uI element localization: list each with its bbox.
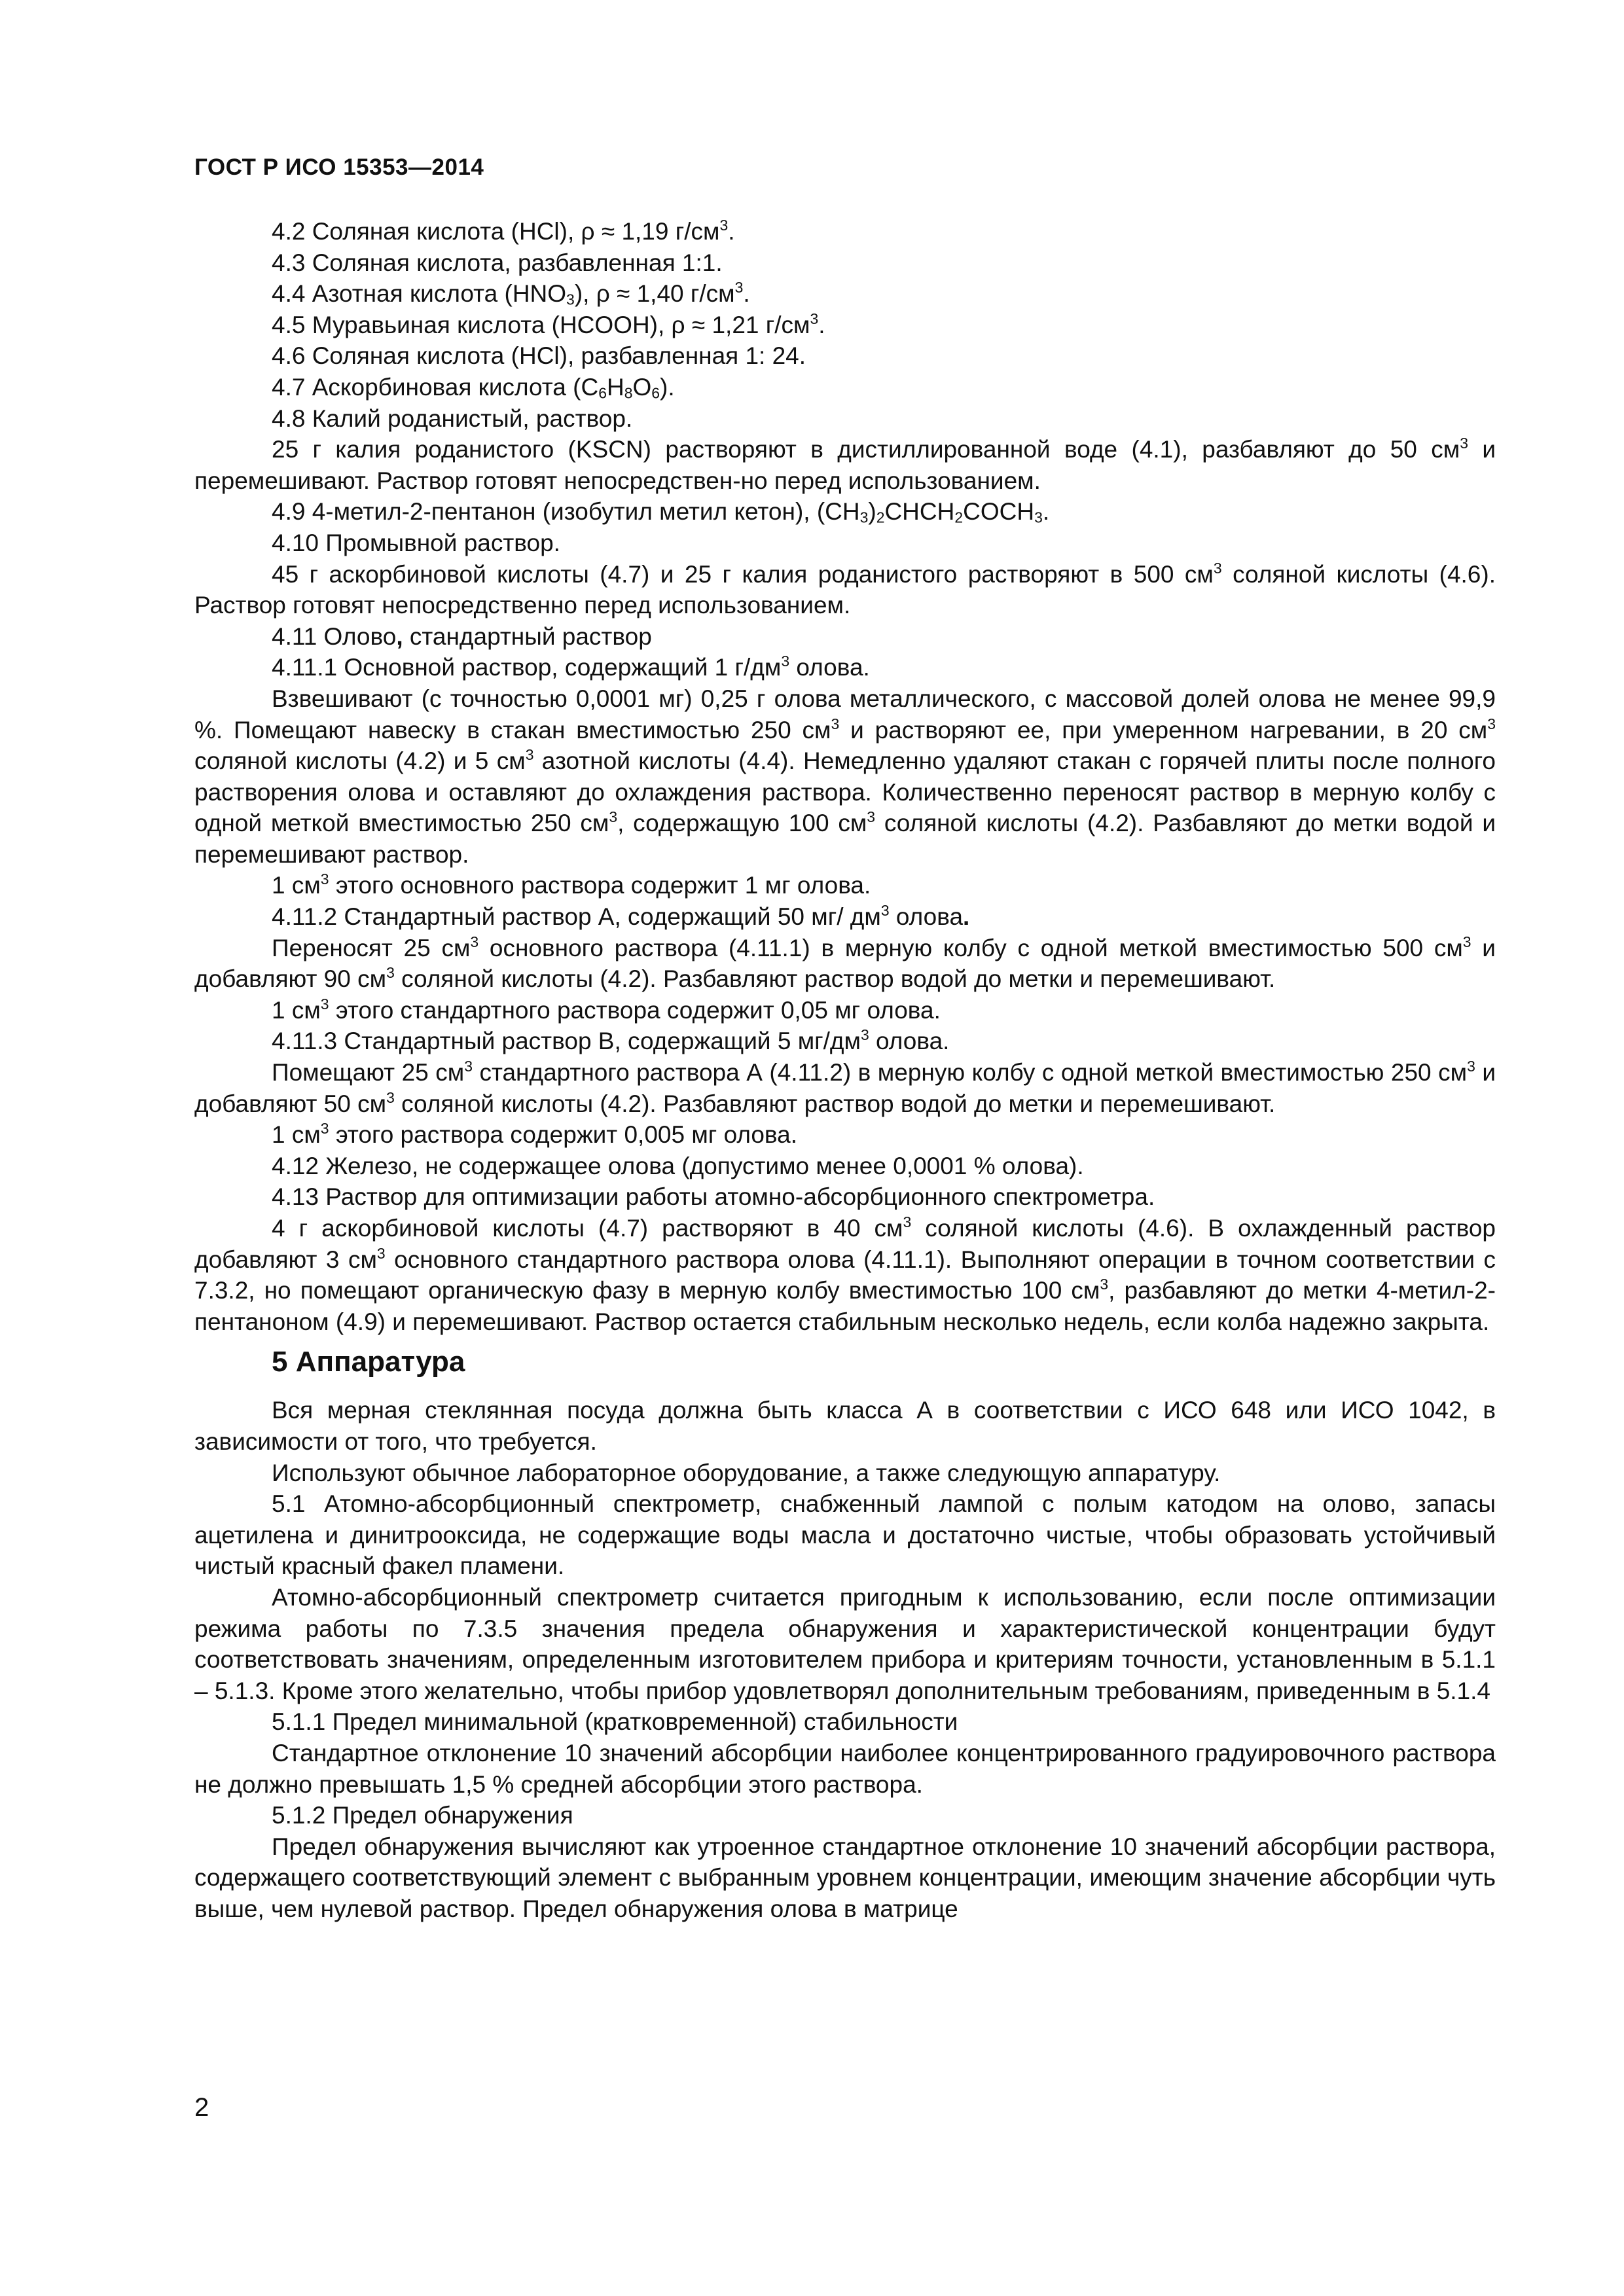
paragraph-p4-11-2-note: 1 $см^3$ этого стандартного раствора содержит 0,05 мг олова. xyxy=(272,995,941,1024)
paragraph-p4-11-3-note: 1 $см^3$ этого раствора содержит 0,005 мг олова. xyxy=(272,1120,798,1149)
paragraph-p4-8-text: 25 г калия роданистого (KSCN) растворяют в дистиллированной воде (4.1), разбавляют до 50 $см^3$ и перемешивают. Раствор готовят непосредствен-но перед использованием. xyxy=(194,434,1496,494)
paragraph-p4-11-2: 4.11.2 Стандартный раствор А, содержащий 50 мг/ $дм^3$ олова. xyxy=(272,901,970,931)
document-header: ГОСТ Р ИСО 15353—2014 xyxy=(194,154,484,180)
paragraph-p4-11-1-text: Взвешивают (с точностью 0,0001 мг) 0,25 г олова металлического, с массовой долей олова не менее 99,9 %. Помещают навеску в стакан вместимостью 250 $см^3$ и растворяют ее, при умеренном нагревании, в 20 $см^3$ соляной кислоты (4.2) и 5 $см^3$ азотной кислоты (4.4). Немедленно удаляют стакан с горячей плиты после полного растворения олова и оставляют до охлаждения раствора. Количественно переносят раствор в мерную колбу с одной меткой вместимостью 250 $см^3$, содержащую 100 $см^3$ соляной кислоты (4.2). Разбавляют до метки водой и перемешивают раствор. xyxy=(194,685,1496,868)
paragraph-p5-1-text: Атомно-абсорбционный спектрометр считается пригодным к использованию, если после оптимизации режима работы по 7.3.5 значения предела обнаружения и характеристической концентрации будут соответствовать значениям, определенным изготовителем прибора и критериям точности, установленным в 5.1.1 – 5.1.3. Кроме этого желательно, чтобы прибор удовлетворял дополнительным требованиям, приведенным в 5.1.4 xyxy=(194,1583,1496,1704)
paragraph-p4-4: 4.4 Азотная кислота $(HNO_3)$, ρ ≈ 1,40 $г/см^3$. xyxy=(272,278,750,308)
paragraph-p4-9: 4.9 4-метил-2-пентанон (изобутил метил кетон), $(CH_3)_2CHCH_2COCH_3$. xyxy=(272,498,1050,526)
paragraph-p5-1-1: 5.1.1 Предел минимальной (кратковременной) стабильности xyxy=(272,1708,958,1736)
paragraph-p4-10: 4.10 Промывной раствор. xyxy=(272,529,560,556)
section-4-reagents xyxy=(194,216,1496,1337)
paragraph-p4-12: 4.12 Железо, не содержащее олова (допустимо менее 0,0001 % олова). xyxy=(272,1152,1084,1179)
paragraph-p4-13: 4.13 Раствор для оптимизации работы атомно-абсорбционного спектрометра. xyxy=(272,1183,1155,1211)
paragraph-p4-5: 4.5 Муравьиная кислота (HCOOH), ρ ≈ 1,21 $г/см^3$. xyxy=(272,310,825,338)
section-5-apparatus xyxy=(194,1395,1496,1924)
section-5-heading: 5 Аппаратура xyxy=(272,1346,465,1378)
paragraph-p5-intro2: Используют обычное лабораторное оборудование, а также следующую аппаратуру. xyxy=(272,1459,1221,1486)
paragraph-p4-11-1-note: 1 $см^3$ этого основного раствора содержит 1 мг олова. xyxy=(272,870,871,899)
paragraph-p4-13-text: 4 г аскорбиновой кислоты (4.7) растворяют в 40 $см^3$ соляной кислоты (4.6). В охлажденный раствор добавляют 3 $см^3$ основного стандартного раствора олова (4.11.1). Выполняют операции в точном соответствии с 7.3.2, но помещают органическую фазу в мерную колбу вместимостью 100 $см^3$, разбавляют до метки 4-метил-2- пентаноном (4.9) и перемешивают. Раствор остается стабильным несколько недель, если колба надежно закрыта. xyxy=(194,1213,1496,1335)
document-body xyxy=(194,216,1496,1924)
paragraph-p5-1-1-text: Стандартное отклонение 10 значений абсорбции наиболее концентрированного градуировочного раствора не должно превышать 1,5 % средней абсорбции этого раствора. xyxy=(194,1739,1496,1798)
paragraph-p4-11-1: 4.11.1 Основной раствор, содержащий 1 $г/дм^3$ олова. xyxy=(272,653,870,681)
paragraph-p4-11-2-text: Переносят 25 $см^3$ основного раствора (4.11.1) в мерную колбу с одной меткой вместимостью 500 $см^3$ и добавляют 90 $см^3$ соляной кислоты (4.2). Разбавляют раствор водой до метки и перемешивают. xyxy=(194,933,1496,993)
paragraph-p4-11-3: 4.11.3 Стандартный раствор В, содержащий 5 $мг/дм^3$ олова. xyxy=(272,1026,950,1055)
paragraph-p5-intro1: Вся мерная стеклянная посуда должна быть класса А в соответствии с ИСО 648 или ИСО 1042, в зависимости от того, что требуется. xyxy=(194,1397,1496,1455)
paragraph-p4-2: 4.2 Соляная кислота (HCl), ρ ≈ 1,19 $г/см^3$. xyxy=(272,216,735,245)
paragraph-p4-11-3-text: Помещают 25 $см^3$ стандартного раствора А (4.11.2) в мерную колбу с одной меткой вместимостью 250 $см^3$ и добавляют 50 $см^3$ соляной кислоты (4.2). Разбавляют раствор водой до метки и перемешивают. xyxy=(194,1057,1496,1117)
paragraph-p5-1-2-text: Предел обнаружения вычисляют как утроенное стандартное отклонение 10 значений абсорбции раствора, содержащего соответствующий элемент с выбранным уровнем концентрации, имеющим значение абсорбции чуть выше, чем нулевой раствор. Предел обнаружения олова в матрице xyxy=(194,1833,1496,1922)
paragraph-p4-11: 4.11 Олово, стандартный раствор xyxy=(272,622,652,650)
paragraph-p4-7: 4.7 Аскорбиновая кислота $(C_6H_8O_6)$. xyxy=(272,373,675,402)
paragraph-p4-3: 4.3 Соляная кислота, разбавленная 1:1. xyxy=(272,249,723,276)
paragraph-p5-1: 5.1 Атомно-абсорбционный спектрометр, снабженный лампой с полым катодом на олово, запасы ацетилена и динитрооксида, не содержащие воды масла и достаточно чистые, чтобы образовать устойчивый чистый красный факел пламени. xyxy=(194,1490,1496,1580)
paragraph-p4-10-text: 45 г аскорбиновой кислоты (4.7) и 25 г калия роданистого растворяют в 500 $см^3$ соляной кислоты (4.6). Раствор готовят непосредственно перед использованием. xyxy=(194,559,1496,619)
paragraph-p4-8: 4.8 Калий роданистый, раствор. xyxy=(272,404,633,432)
paragraph-p4-6: 4.6 Соляная кислота (HCl), разбавленная 1: 24. xyxy=(272,342,806,370)
page-number: 2 xyxy=(194,2093,209,2122)
paragraph-p5-1-2: 5.1.2 Предел обнаружения xyxy=(272,1802,573,1829)
